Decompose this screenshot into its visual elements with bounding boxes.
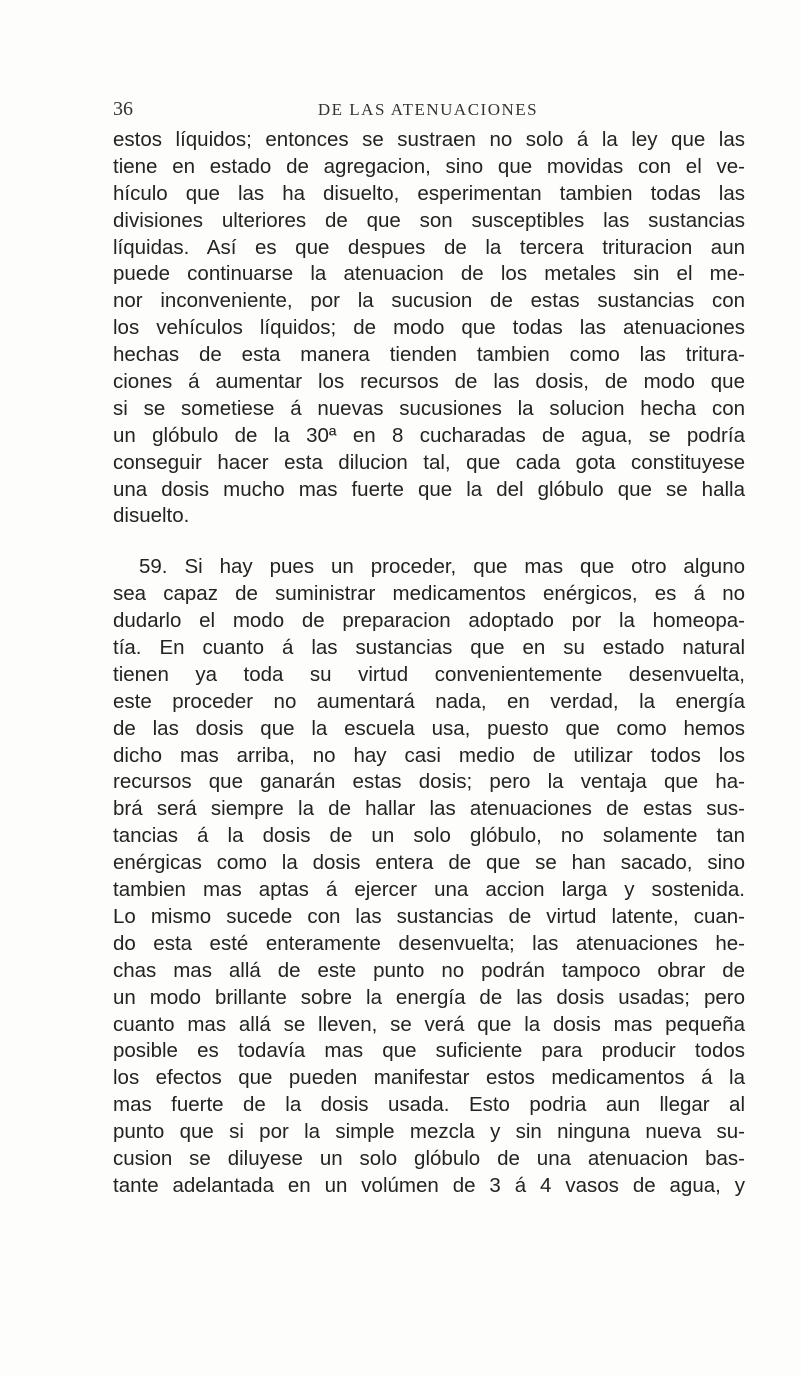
text-line: enérgicas como la dosis entera de que se han sacado, sino — [113, 851, 745, 875]
text-line: una dosis mucho mas fuerte que la del glóbulo que se halla — [113, 477, 745, 501]
page-number: 36 — [113, 98, 133, 120]
text-line: mas fuerte de la dosis usada. Esto podria aun llegar al — [113, 1093, 745, 1117]
text-line: dicho mas arriba, no hay casi medio de utilizar todos los — [113, 743, 745, 767]
text-line: hículo que las ha disuelto, esperimentan tambien todas las — [113, 181, 745, 205]
text-line: posible es todavía mas que suficiente para producir todos — [113, 1039, 745, 1063]
text-line: los vehículos líquidos; de modo que todas las atenuaciones — [113, 316, 745, 340]
text-line: punto que si por la simple mezcla y sin ninguna nueva su- — [113, 1120, 745, 1144]
text-line: tante adelantada en un volúmen de 3 á 4 vasos de agua, y — [113, 1173, 745, 1197]
text-line: ciones á aumentar los recursos de las dosis, de modo que — [113, 370, 745, 394]
text-line: recursos que ganarán estas dosis; pero la ventaja que ha- — [113, 770, 745, 794]
running-title: DE LAS ATENUACIONES — [317, 100, 539, 119]
text-line: disuelto. — [113, 504, 190, 528]
text-line: dudarlo el modo de preparacion adoptado por la homeopa- — [113, 609, 745, 633]
text-line: cusion se diluyese un solo glóbulo de una atenuacion bas- — [113, 1146, 745, 1170]
text-line: tienen ya toda su virtud convenientemente desenvuelta, — [113, 662, 745, 686]
text-line: tambien mas aptas á ejercer una accion larga y sostenida. — [113, 878, 745, 902]
body-text — [113, 127, 745, 1200]
text-line: líquidas. Así es que despues de la tercera trituracion aun — [113, 235, 745, 259]
text-line: 59. Si hay pues un proceder, que mas que otro alguno — [139, 555, 745, 579]
text-line: tía. En cuanto á las sustancias que en su estado natural — [113, 636, 745, 660]
text-line: de las dosis que la escuela usa, puesto que como hemos — [113, 716, 745, 740]
text-line: divisiones ulteriores de que son susceptibles las sustancias — [113, 208, 745, 232]
text-line: si se sometiese á nuevas sucusiones la solucion hecha con — [113, 396, 745, 420]
paragraph-59 — [113, 554, 745, 1199]
text-line: sea capaz de suministrar medicamentos enérgicos, es á no — [113, 582, 745, 606]
text-line: tancias á la dosis de un solo glóbulo, no solamente tan — [113, 824, 745, 848]
text-line: un glóbulo de la 30ª en 8 cucharadas de agua, se podría — [113, 423, 745, 447]
text-line: Lo mismo sucede con las sustancias de virtud latente, cuan- — [113, 904, 745, 928]
text-line: puede continuarse la atenuacion de los metales sin el me- — [113, 262, 745, 286]
text-line: do esta esté enteramente desenvuelta; las atenuaciones he- — [113, 931, 745, 955]
text-line: cuanto mas allá se lleven, se verá que la dosis mas pequeña — [113, 1012, 745, 1036]
text-line: chas mas allá de este punto no podrán tampoco obrar de — [113, 958, 745, 982]
text-line: los efectos que pueden manifestar estos medicamentos á la — [113, 1066, 745, 1090]
text-line: este proceder no aumentará nada, en verdad, la energía — [113, 689, 745, 713]
running-head — [113, 98, 743, 122]
text-line: nor inconveniente, por la sucusion de estas sustancias con — [113, 289, 745, 313]
text-line: hechas de esta manera tienden tambien como las tritura- — [113, 343, 745, 367]
paragraph-1 — [113, 127, 745, 530]
text-line: conseguir hacer esta dilucion tal, que cada gota constituyese — [113, 450, 745, 474]
text-line: un modo brillante sobre la energía de las dosis usadas; pero — [113, 985, 745, 1009]
text-line: tiene en estado de agregacion, sino que movidas con el ve- — [113, 154, 745, 178]
paragraph-gap — [113, 530, 745, 554]
text-line: estos líquidos; entonces se sustraen no solo á la ley que las — [113, 128, 745, 151]
text-line: brá será siempre la de hallar las atenuaciones de estas sus- — [113, 797, 745, 821]
